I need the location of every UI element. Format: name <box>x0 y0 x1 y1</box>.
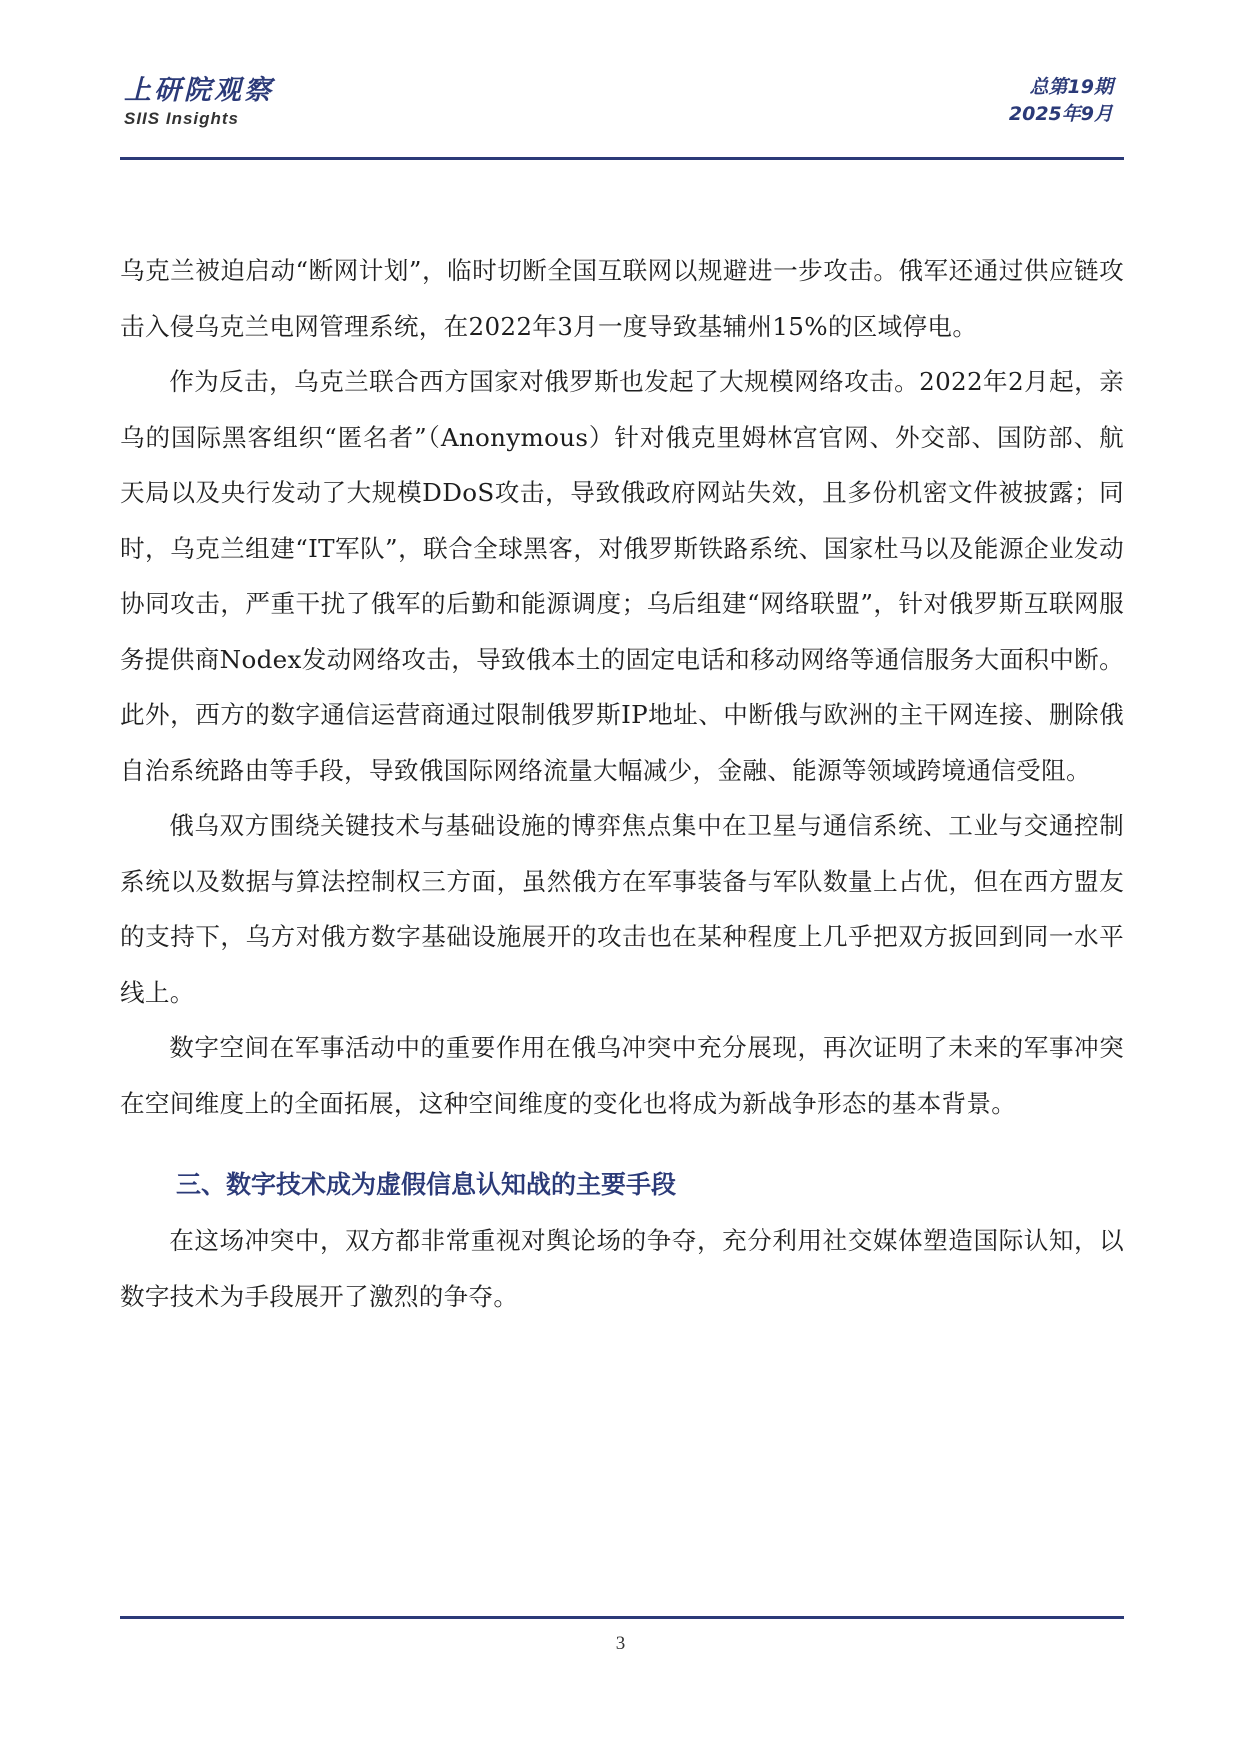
page-number: 3 <box>615 1633 626 1654</box>
brand-name-cn: 上研院观察 <box>124 75 274 106</box>
paragraph-1: 乌克兰被迫启动“断网计划”，临时切断全国互联网以规避进一步攻击。俄军还通过供应链攻击入侵乌克兰电网管理系统，在2022年3月一度导致基辅州15%的区域停电。 <box>120 256 1124 341</box>
footer-divider <box>120 1616 1124 1619</box>
issue-info <box>1009 74 1113 128</box>
issue-date: 2025年9月 <box>1008 103 1113 125</box>
issue-number: 总第19期 <box>1029 76 1113 98</box>
brand-logo <box>124 74 274 130</box>
section-gap <box>120 1131 1124 1157</box>
paragraph-2: 作为反击，乌克兰联合西方国家对俄罗斯也发起了大规模网络攻击。2022年2月起，亲乌的国际黑客组织“匿名者”（Anonymous）针对俄克里姆林宫官网、外交部、国防部、航天局以及央行发动了大规模DDoS攻击，导致俄政府网站失效，且多份机密文件被披露；同时，乌克兰组建“IT军队”，联合全球黑客，对俄罗斯铁路系统、国家杜马以及能源企业发动协同攻击，严重干扰了俄军的后勤和能源调度；乌后组建“网络联盟”，针对俄罗斯互联网服务提供商Nodex发动网络攻击，导致俄本土的固定电话和移动网络等通信服务大面积中断。此外，西方的数字通信运营商通过限制俄罗斯IP地址、中断俄与欧洲的主干网连接、删除俄自治系统路由等手段，导致俄国际网络流量大幅减少，金融、能源等领域跨境通信受阻。 <box>120 367 1124 785</box>
paragraph-4: 数字空间在军事活动中的重要作用在俄乌冲突中充分展现，再次证明了未来的军事冲突在空间维度上的全面拓展，这种空间维度的变化也将成为新战争形态的基本背景。 <box>120 1033 1124 1118</box>
header-divider <box>120 157 1124 160</box>
brand-name-en: SIIS Insights <box>124 109 240 128</box>
paragraph-3: 俄乌双方围绕关键技术与基础设施的博弈焦点集中在卫星与通信系统、工业与交通控制系统以及数据与算法控制权三方面，虽然俄方在军事装备与军队数量上占优，但在西方盟友的支持下，乌方对俄方数字基础设施展开的攻击也在某种程度上几乎把双方扳回到同一水平线上。 <box>120 811 1124 1007</box>
section-heading: 三、数字技术成为虚假信息认知战的主要手段 <box>176 1170 677 1199</box>
article-body <box>120 243 1124 1324</box>
paragraph-5: 在这场冲突中，双方都非常重视对舆论场的争夺，充分利用社交媒体塑造国际认知，以数字技术为手段展开了激烈的争夺。 <box>120 1226 1124 1311</box>
